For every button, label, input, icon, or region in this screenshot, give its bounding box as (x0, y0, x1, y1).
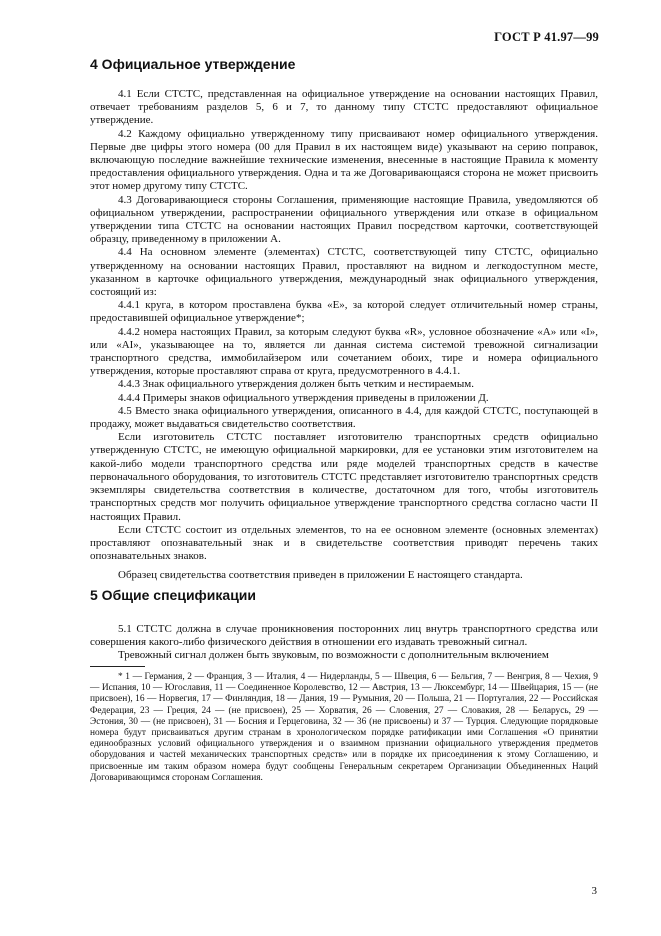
section-4 (90, 56, 598, 583)
paragraph-5-1: 5.1 СТСТС должна в случае проникновения посторонних лиц внутрь транспортного средства или совершения какого-либо физического действия в отношении его издавать тревожный сигнал. (90, 623, 598, 649)
page-number: 3 (591, 885, 597, 897)
paragraph-4-4-1: 4.4.1 круга, в котором проставлена буква «Е», за которой следует отличительный номер страны, предоставившей официальное утверждение*; (90, 299, 598, 325)
footnote-text: * 1 — Германия, 2 — Франция, 3 — Италия, 4 — Нидерланды, 5 — Швеция, 6 — Бельгия, 7 — Венгрия, 8 — Чехия, 9 — Испания, 10 — Югославия, 11 — Соединенное Королевство, 12 — Австрия, 13 — Люксембург, 14 — Швейцария, 15 — (не присвоен), 16 — Норвегия, 17 — Финляндия, 18 — Дания, 19 — Румыния, 20 — Польша, 21 — Португалия, 22 — Российская Федерация, 23 — Греция, 24 — (не присвоен), 25 — Хорватия, 26 — Словения, 27 — Словакия, 28 — Беларусь, 29 — Эстония, 30 — (не присвоен), 31 — Босния и Герцеговина, 32 — 36 (не присвоены) и 37 — Турция. Следующие порядковые номера будут присваиваться другим странам в хронологическом порядке ратификации ими Соглашения «О принятии единообразных условий официального утверждения и о взаимном признании официального утверждения предметов оборудования и частей механических транспортных средств» или в порядке их присоединения к этому Соглашению, и присвоенные им таким образом номера будут сообщены Генеральным секретарем Организации Объединенных Наций Договаривающимся сторонам Соглашения. (90, 672, 598, 783)
paragraph-4-2: 4.2 Каждому официально утвержденному типу присваивают номер официального утверждения. Первые две цифры этого номера (00 для Правил в их настоящем виде) указывают на серию поправок, включающую последние важнейшие технические изменения, внесенные в настоящие Правила к моменту предоставления официального утверждения. Одна и та же Договаривающаяся сторона не может присвоить этот номер другому типу СТСТС. (90, 127, 598, 193)
paragraph-4-5-elements: Если СТСТС состоит из отдельных элементов, то на ее основном элементе (основных элементах) проставляют опознавательный знак и в свидетельстве соответствия приводят перечень таких опознавательных знаков. (90, 523, 598, 563)
paragraph-4-4-2: 4.4.2 номера настоящих Правил, за которым следуют буква «R», условное обозначение «А» или «I», или «AI», указывающее на то, является ли данная система системой тревожной сигнализации транспортного средства, иммобилайзером или сочетанием обоих, тире и номера официального утверждения, которые проставляют справа от круга, предусмотренного в 4.4.1. (90, 325, 598, 378)
section-5 (90, 587, 598, 663)
footnote-divider (90, 666, 145, 667)
paragraph-4-4: 4.4 На основном элементе (элементах) СТСТС, соответствующей типу СТСТС, официально утвержденному на основании настоящих Правил, проставляют на видном и легкодоступном месте, указанном в карточке официального утверждения, международный знак официального утверждения, состоящий из: (90, 246, 598, 299)
paragraph-4-5: 4.5 Вместо знака официального утверждения, описанного в 4.4, для каждой СТСТС, поступающей в продажу, может выдаваться свидетельство соответствия. (90, 404, 598, 431)
paragraph-4-5-certificate-sample: Образец свидетельства соответствия приведен в приложении Е настоящего стандарта. (118, 569, 523, 582)
paragraph-4-4-3: 4.4.3 Знак официального утверждения должен быть четким и нестираемым. (118, 378, 474, 391)
paragraph-4-1: 4.1 Если СТСТС, представленная на официальное утверждение на основании настоящих Правил, отвечает требованиям разделов 5, 6 и 7, то данному типу СТСТС предоставляют официальное утверждение. (90, 88, 598, 127)
standard-code: ГОСТ Р 41.97—99 (494, 30, 599, 44)
footnote (90, 672, 598, 784)
paragraph-4-5-manufacturer: Если изготовитель СТСТС поставляет изготовителю транспортных средств официально утвержденную СТСТС, не имеющую официальной маркировки, для ее установки этим изготовителем на какой-либо модели транспортного средства или ряде моделей транспортных средств в качестве первоначального оборудования, то изготовитель СТСТС представляет изготовителю транспортных средств экземпляры свидетельства соответствия в количестве, достаточном для того, чтобы изготовитель транспортных средств мог получить официальное утверждение транспортного средства согласно части II настоящих Правил. (90, 431, 598, 523)
paragraph-4-4-4: 4.4.4 Примеры знаков официального утверждения приведены в приложении Д. (118, 391, 489, 404)
section-4-title: 4 Официальное утверждение (90, 56, 296, 72)
paragraph-5-1-alarm: Тревожный сигнал должен быть звуковым, по возможности с дополнительным включением (118, 649, 549, 662)
paragraph-4-3: 4.3 Договаривающиеся стороны Соглашения, применяющие настоящие Правила, уведомляются об официальном утверждении, распространении официального утверждения или отказе в официальном утверждении типа СТСТС на основании настоящих Правил посредством карточки, соответствующей образцу, приведенному в приложении А. (90, 193, 598, 246)
section-5-title: 5 Общие спецификации (90, 587, 257, 603)
